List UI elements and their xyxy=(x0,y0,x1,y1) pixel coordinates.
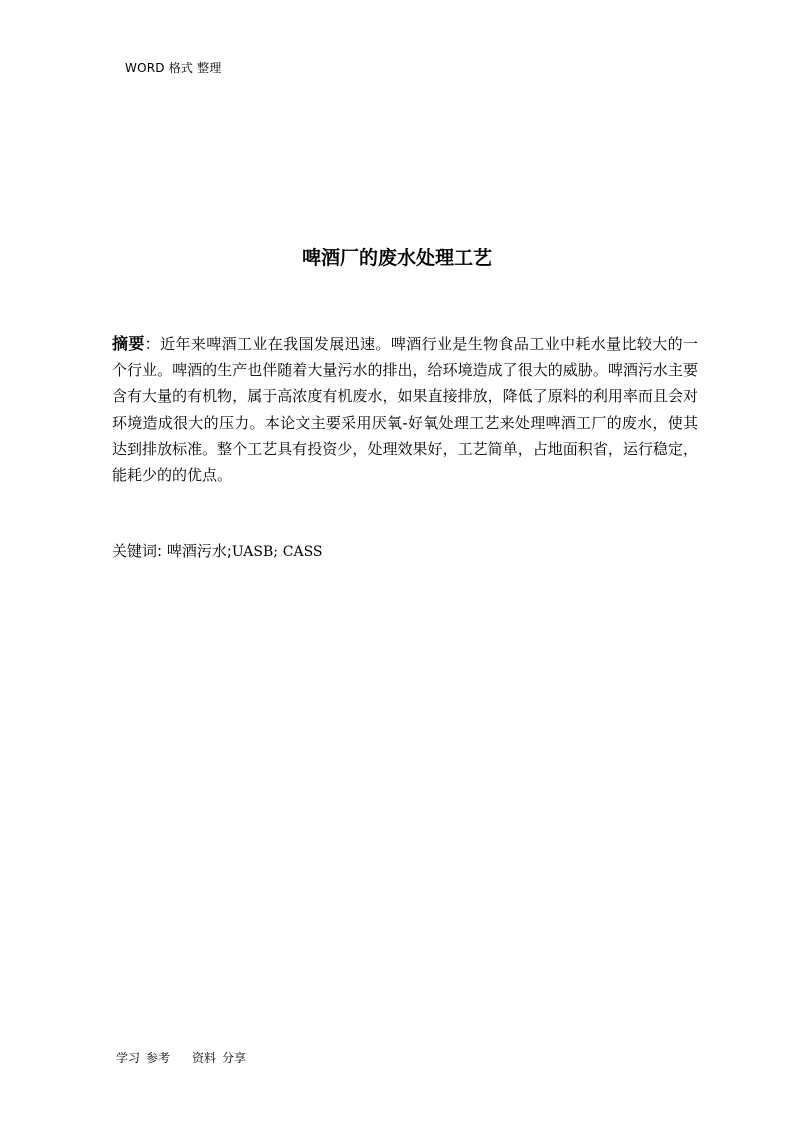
abstract-text: 近年来啤酒工业在我国发展迅速。啤酒行业是生物食品工业中耗水量比较大的一个行业。啤酒的生产也伴随着大量污水的排出，给环境造成了很大的威胁。啤酒污水主要含有大量的有机物，属于高浓度有机废水，如果直接排放，降低了原料的利用率而且会对环境造成很大的压力。本论文主要采用厌氧-好氧处理工艺来处理啤酒工厂的废水，使其达到排放标准。整个工艺具有投资少，处理效果好，工艺简单，占地面积省，运行稳定，能耗少的的优点。 xyxy=(112,335,698,485)
document-title: 啤酒厂的废水处理工艺 xyxy=(301,247,492,269)
page-footer xyxy=(116,1050,246,1066)
keyword-item: UASB; xyxy=(231,544,278,560)
abstract-paragraph xyxy=(112,331,698,488)
abstract-label: 摘要 xyxy=(112,334,145,353)
keyword-item: CASS xyxy=(282,544,323,560)
footer-item-materials: 资料 xyxy=(192,1051,217,1065)
keywords-label: 关键词: xyxy=(112,542,163,560)
footer-item-study: 学习 xyxy=(116,1051,141,1065)
footer-item-reference: 参考 xyxy=(146,1051,171,1065)
keywords-line xyxy=(112,539,323,564)
footer-item-share: 分享 xyxy=(222,1051,247,1065)
abstract-separator: ： xyxy=(144,335,161,353)
page-header: WORD 格式 整理 xyxy=(125,61,222,75)
keyword-item: 啤酒污水; xyxy=(166,542,232,560)
